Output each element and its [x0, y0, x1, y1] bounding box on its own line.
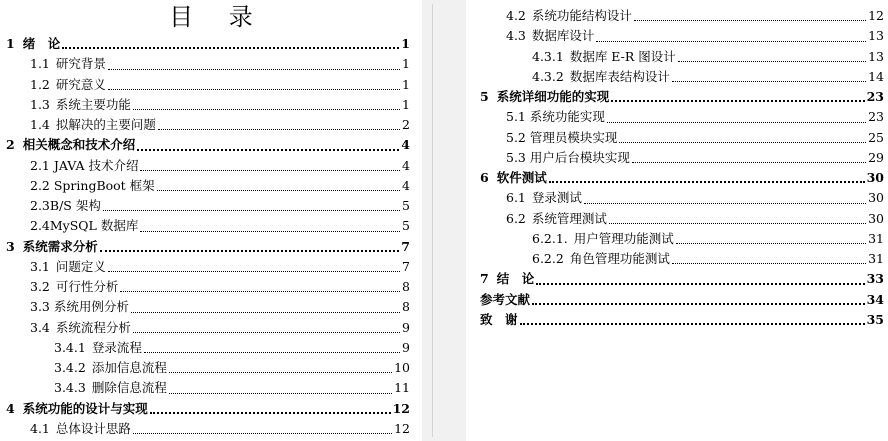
- toc-entry-label: 2.3B/S 架构: [30, 198, 101, 213]
- toc-entry[interactable]: [0, 34, 410, 54]
- toc-entry-number: 5: [480, 89, 489, 104]
- toc-dot-leader: [169, 392, 392, 394]
- toc-entry-label: 系统流程分析: [55, 319, 131, 335]
- toc-list-right: [466, 6, 884, 330]
- toc-entry-number: 6.1: [506, 190, 526, 206]
- toc-page-number: 30: [868, 190, 884, 206]
- toc-entry[interactable]: [466, 188, 884, 208]
- toc-page-number: 30: [866, 170, 884, 185]
- toc-dot-leader: [144, 351, 400, 353]
- toc-dot-leader: [520, 322, 865, 325]
- toc-entry-number: 3.1: [30, 258, 50, 274]
- toc-dot-leader: [609, 222, 866, 224]
- toc-entry[interactable]: [0, 297, 410, 317]
- toc-dot-leader: [596, 40, 866, 42]
- toc-entry-label: 删除信息流程: [91, 380, 167, 396]
- toc-entry-label: 绪 论: [22, 36, 61, 51]
- toc-entry-label: 系统管理测试: [531, 210, 607, 226]
- toc-entry-number: 7: [480, 271, 489, 287]
- toc-page-number: 10: [394, 360, 410, 375]
- toc-dot-leader: [607, 121, 866, 123]
- toc-entry-label: 软件测试: [496, 170, 547, 185]
- toc-page-number: 4: [401, 137, 410, 153]
- toc-entry[interactable]: [466, 229, 884, 249]
- toc-dot-leader: [158, 128, 400, 130]
- toc-dot-leader: [108, 68, 400, 70]
- toc-page-number: 12: [394, 420, 410, 436]
- toc-entry[interactable]: [466, 26, 884, 46]
- toc-dot-leader: [137, 148, 399, 151]
- toc-page-number: 13: [868, 48, 884, 64]
- toc-dot-leader: [133, 331, 400, 333]
- toc-entry-number: 4.3.1: [532, 48, 564, 64]
- toc-entry-number: 1.2: [30, 76, 50, 92]
- toc-dot-leader: [632, 161, 866, 163]
- toc-entry[interactable]: [0, 176, 410, 196]
- toc-page-number: 31: [868, 230, 884, 246]
- toc-page-number: 23: [868, 109, 884, 125]
- toc-entry[interactable]: [0, 277, 410, 297]
- toc-entry-label: 可行性分析: [55, 279, 119, 294]
- toc-entry[interactable]: [0, 75, 410, 95]
- toc-entry[interactable]: [0, 216, 410, 236]
- toc-entry[interactable]: [466, 310, 884, 330]
- toc-entry-label: 2.4MySQL 数据库: [30, 218, 139, 234]
- toc-entry[interactable]: [466, 87, 884, 107]
- toc-entry-label: 研究意义: [55, 76, 106, 92]
- toc-page-number: 8: [402, 279, 410, 294]
- toc-page-number: 12: [868, 8, 884, 23]
- toc-page-number: 23: [866, 89, 884, 104]
- toc-page-number: 33: [866, 271, 884, 287]
- toc-dot-leader: [131, 311, 400, 313]
- toc-entry[interactable]: [466, 67, 884, 87]
- toc-entry[interactable]: [0, 95, 410, 115]
- toc-entry[interactable]: [0, 338, 410, 358]
- toc-page-number: 4: [402, 177, 410, 193]
- toc-entry-number: 1: [6, 36, 15, 51]
- toc-entry[interactable]: [466, 148, 884, 168]
- toc-entry-label: 数据库表结构设计: [569, 68, 670, 84]
- toc-entry-label: 5.1 系统功能实现: [506, 109, 605, 125]
- toc-page-number: 9: [402, 339, 410, 355]
- toc-entry[interactable]: [0, 257, 410, 277]
- toc-entry-label: 系统需求分析: [22, 238, 98, 254]
- toc-entry-number: 6.2: [506, 210, 526, 226]
- toc-entry[interactable]: [466, 128, 884, 148]
- toc-entry-label: 登录测试: [531, 190, 582, 206]
- toc-entry[interactable]: [0, 54, 410, 74]
- toc-page-number: 5: [402, 198, 410, 213]
- toc-entry-label: 总体设计思路: [55, 420, 131, 436]
- toc-entry-label: 致 谢: [480, 311, 518, 327]
- toc-entry[interactable]: [0, 237, 410, 257]
- toc-entry[interactable]: [466, 6, 884, 26]
- toc-page-number: 34: [866, 291, 884, 307]
- toc-entry-number: 3.4: [30, 319, 50, 335]
- toc-entry-number: 4.3.2: [532, 68, 564, 84]
- toc-dot-leader: [678, 60, 866, 62]
- toc-entry-number: 3.4.3: [54, 380, 86, 396]
- toc-entry-number: 3.4.1: [54, 339, 86, 355]
- toc-dot-leader: [120, 290, 400, 292]
- toc-title: 目 录: [169, 3, 267, 31]
- toc-entry[interactable]: [0, 358, 410, 378]
- toc-entry-label: 5.2 管理员模块实现: [506, 129, 618, 145]
- toc-dot-leader: [584, 202, 866, 204]
- toc-entry[interactable]: [0, 135, 410, 155]
- toc-entry-label: 拟解决的主要问题: [55, 117, 156, 132]
- toc-dot-leader: [157, 189, 400, 191]
- toc-entry[interactable]: [0, 196, 410, 216]
- toc-entry-label: 问题定义: [55, 258, 106, 274]
- toc-entry-number: 1.4: [30, 117, 50, 132]
- document-page-left: [0, 0, 422, 441]
- toc-entry[interactable]: [466, 47, 884, 67]
- page-divider: [432, 4, 433, 437]
- toc-entry-number: 4.1: [30, 420, 50, 436]
- toc-dot-leader: [108, 88, 400, 90]
- toc-entry-number: 3.2: [30, 279, 50, 294]
- toc-entry[interactable]: [0, 318, 410, 338]
- toc-entry[interactable]: [0, 115, 410, 135]
- toc-entry-label: 参考文献: [480, 291, 531, 307]
- toc-page-number: 1: [402, 56, 410, 72]
- toc-entry-number: 6.2.1.: [532, 230, 568, 246]
- toc-entry[interactable]: [466, 290, 884, 310]
- toc-entry-label: 用户管理功能测试: [573, 230, 674, 246]
- toc-entry-label: 数据库 E-R 图设计: [569, 48, 676, 64]
- toc-list-left: [0, 34, 410, 439]
- toc-entry[interactable]: [466, 269, 884, 289]
- toc-dot-leader: [536, 282, 864, 285]
- toc-page-number: 7: [402, 258, 410, 274]
- toc-page-number: 25: [868, 129, 884, 145]
- toc-entry-label: 研究背景: [55, 56, 106, 72]
- toc-entry-label: 结 论: [496, 271, 535, 287]
- toc-dot-leader: [549, 180, 865, 183]
- toc-page-number: 1: [402, 76, 410, 92]
- toc-page-number: 29: [868, 149, 884, 165]
- toc-entry-label: 5.3 用户后台模块实现: [506, 149, 630, 165]
- toc-entry-label: 2.2 SpringBoot 框架: [30, 177, 155, 193]
- toc-dot-leader: [676, 242, 866, 244]
- toc-page-number: 14: [868, 68, 884, 84]
- toc-page-number: 2: [402, 117, 410, 132]
- toc-dot-leader: [634, 19, 866, 21]
- toc-entry[interactable]: [0, 156, 410, 176]
- toc-entry[interactable]: [466, 249, 884, 269]
- toc-dot-leader: [140, 230, 400, 232]
- toc-entry[interactable]: [466, 107, 884, 127]
- toc-page-number: 30: [868, 210, 884, 226]
- toc-dot-leader: [672, 80, 866, 82]
- toc-dot-leader: [108, 270, 400, 272]
- toc-entry-label: 2.1 JAVA 技术介绍: [30, 157, 139, 173]
- toc-entry[interactable]: [466, 209, 884, 229]
- toc-entry-number: 1.1: [30, 56, 50, 72]
- toc-dot-leader: [169, 371, 392, 373]
- toc-dot-leader: [100, 249, 400, 252]
- toc-page-number: 31: [868, 251, 884, 266]
- toc-entry-label: 登录流程: [91, 339, 142, 355]
- toc-dot-leader: [611, 99, 864, 102]
- toc-entry-label: 系统功能结构设计: [531, 8, 632, 23]
- toc-page-number: 5: [402, 218, 410, 234]
- toc-dot-leader: [62, 46, 399, 49]
- toc-page-number: 35: [866, 311, 884, 327]
- toc-page-number: 1: [401, 36, 410, 51]
- toc-dot-leader: [619, 141, 866, 143]
- toc-entry-label: 角色管理功能测试: [569, 251, 670, 266]
- toc-entry-number: 3.4.2: [54, 360, 86, 375]
- toc-entry-label: 数据库设计: [531, 28, 595, 44]
- toc-entry-number: 1.3: [30, 96, 50, 112]
- toc-entry-number: 3: [6, 238, 15, 254]
- toc-dot-leader: [133, 108, 400, 110]
- toc-dot-leader: [133, 432, 392, 434]
- toc-page-number: 11: [394, 380, 410, 396]
- toc-entry-number: 2: [6, 137, 15, 153]
- toc-page-number: 4: [402, 157, 410, 173]
- toc-dot-leader: [140, 169, 400, 171]
- toc-entry-number: 4.2: [506, 8, 526, 23]
- toc-entry-label: 系统详细功能的实现: [496, 89, 610, 104]
- toc-entry[interactable]: [466, 168, 884, 188]
- toc-page-number: 12: [392, 400, 410, 416]
- toc-entry[interactable]: [0, 378, 410, 398]
- toc-entry-label: 3.3 系统用例分析: [30, 299, 129, 315]
- toc-dot-leader: [672, 262, 866, 264]
- toc-page-number: 8: [402, 299, 410, 315]
- toc-entry-number: 6.2.2: [532, 251, 564, 266]
- toc-entry[interactable]: [0, 419, 410, 439]
- toc-entry[interactable]: [0, 399, 410, 419]
- toc-dot-leader: [150, 411, 391, 414]
- toc-page-number: 9: [402, 319, 410, 335]
- toc-entry-label: 系统功能的设计与实现: [22, 400, 148, 416]
- toc-page-number: 1: [402, 96, 410, 112]
- toc-dot-leader: [532, 302, 865, 305]
- toc-entry-number: 4: [6, 400, 15, 416]
- toc-page-number: 7: [401, 238, 410, 254]
- toc-entry-number: 6: [480, 170, 489, 185]
- toc-entry-label: 相关概念和技术介绍: [22, 137, 136, 153]
- toc-entry-label: 添加信息流程: [91, 360, 167, 375]
- toc-entry-number: 4.3: [506, 28, 526, 44]
- toc-entry-label: 系统主要功能: [55, 96, 131, 112]
- document-page-right: [466, 0, 888, 441]
- toc-page-number: 13: [868, 28, 884, 44]
- toc-dot-leader: [103, 209, 400, 211]
